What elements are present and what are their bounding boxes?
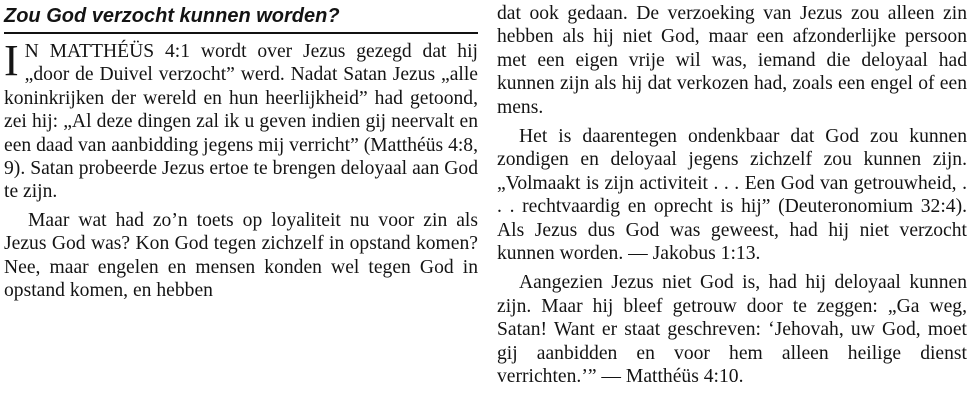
drop-cap: I bbox=[4, 36, 19, 85]
right-column bbox=[497, 0, 967, 389]
heading-rule bbox=[4, 32, 478, 34]
paragraph-loyalty-test: Maar wat had zo’n toets op loyaliteit nu voor zin als Jezus God was? Kon God tegen zichzelf in opstand komen? Nee, maar engelen en mensen konden wel tegen God in opstand komen, en hebben bbox=[4, 209, 478, 302]
paragraph-intro bbox=[4, 36, 478, 204]
article-heading: Zou God verzocht kunnen worden? bbox=[4, 5, 340, 27]
paragraph-jesus-faithful: Aangezien Jezus niet God is, had hij deloyaal kunnen zijn. Maar hij bleef getrouw door te zeggen: „Ga weg, Satan! Want er staat geschreven: ‘Jehovah, uw God, moet gij aanbidden en voor hem alleen heilige dienst verrichten.’” — Matthéüs 4:10. bbox=[497, 272, 967, 388]
paragraph-god-cannot-sin: Het is daarentegen ondenkbaar dat God zou kunnen zondigen en deloyaal jegens zichzelf zou kunnen zijn. „Volmaakt is zijn activiteit . . . Een God van getrouwheid, . . . rechtvaardig en oprecht is hij” (Deuteronomium 32:4). Als Jezus dus God was geweest, had hij niet verzocht kunnen worden. — Jakobus 1:13. bbox=[497, 126, 967, 265]
paragraph-intro-text: N MATTHÉÜS 4:1 wordt over Jezus gezegd dat hij „door de Duivel verzocht” werd. Nadat Satan Jezus „alle koninkrijken der wereld en hun heerlijkheid” had getoond, zei hij: „Al deze dingen zal ik u geven indien gij neervalt en een daad van aanbidding jegens mij verricht” (Matthéüs 4:8, 9). Satan probeerde Jezus ertoe te brengen deloyaal aan God te zijn. bbox=[4, 41, 478, 203]
paragraph-loyalty-test-continued: dat ook gedaan. De verzoeking van Jezus zou alleen zin hebben als hij niet God, maar een afzonderlijke persoon met een eigen vrije wil was, iemand die deloyaal had kunnen zijn als hij dat verkozen had, zoals een engel of een mens. bbox=[497, 3, 967, 118]
left-column bbox=[4, 0, 478, 302]
